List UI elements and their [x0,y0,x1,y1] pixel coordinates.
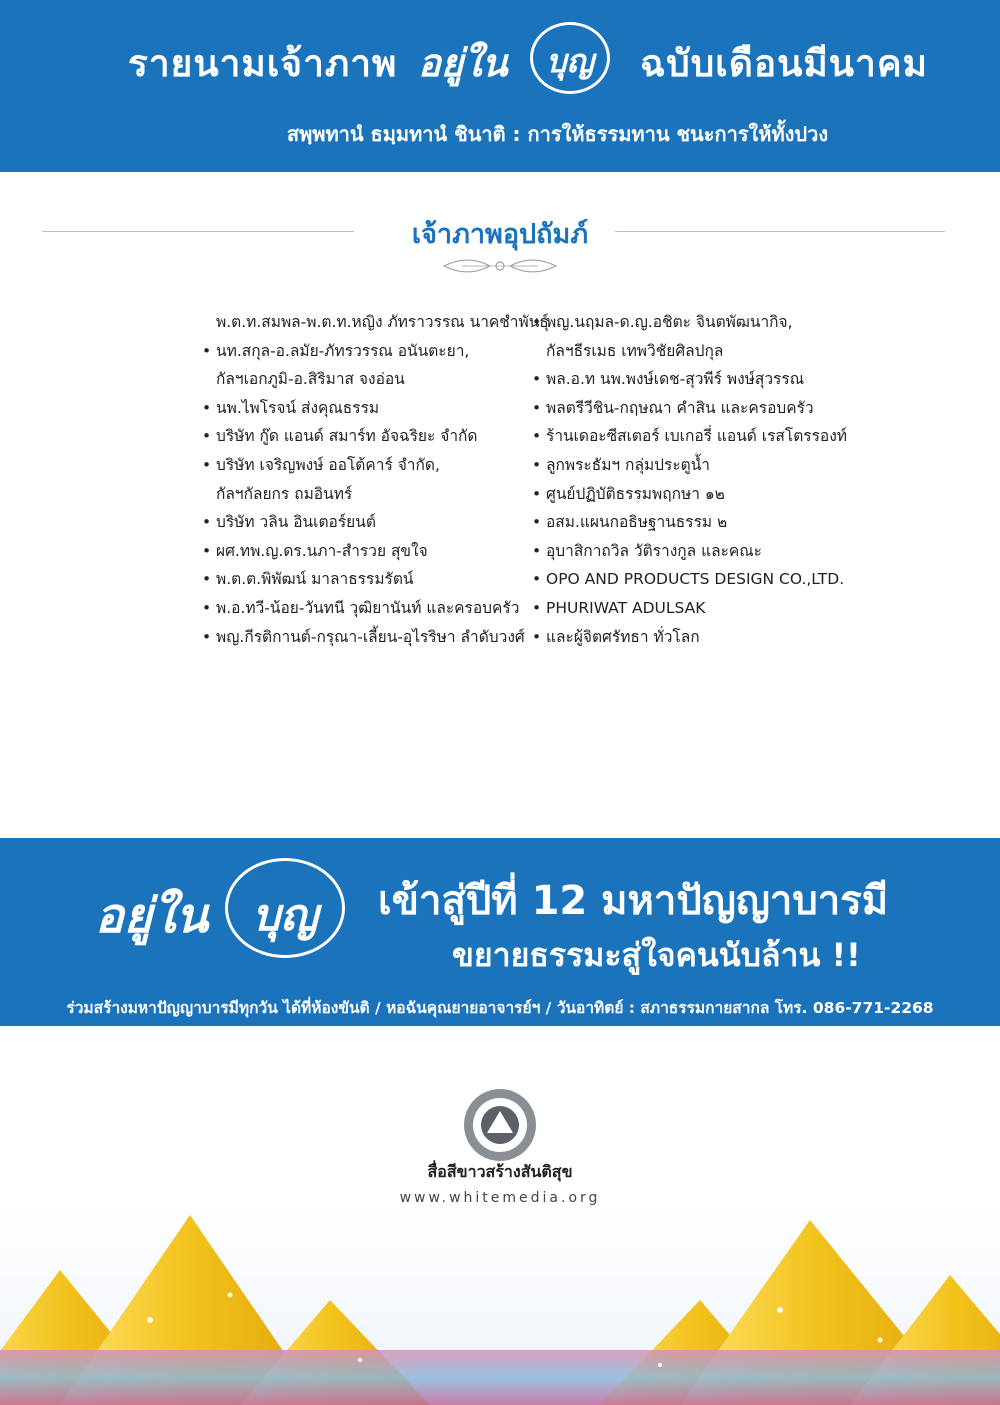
list-item: กัลฯกัลยกร ถมอินทร์ [216,484,353,503]
list-item: • ร้านเดอะซีสเตอร์ เบเกอรี่ แอนด์ เรสโตรรองท์ [530,422,860,451]
list-item: • บริษัท วลิน อินเตอร์ยนต์ [200,508,540,537]
header-title-right: ฉบับเดือนมีนาคม [640,42,928,85]
sponsor-list-right [530,308,860,651]
association-seal-icon [447,1087,553,1163]
list-item: • พล.อ.ท นพ.พงษ์เดช-สุวพีร์ พงษ์สุวรรณ [530,365,860,394]
logo-number: บุญ [546,42,594,80]
promo-logo-number: บุญ [252,890,318,941]
list-item: • บริษัท กู๊ด แอนด์ สมาร์ท อัจฉริยะ จำกัด [200,422,540,451]
list-item: • นพ.ไพโรจน์ ส่งคุณธรรม [200,394,540,423]
magazine-logo [418,22,633,94]
list-item: • พญ.นฤมล-ด.ญ.อชิตะ จินตพัฒนากิจ, [530,308,860,337]
ornament-icon [440,256,560,276]
list-item: พ.ต.ท.สมพล-พ.ต.ท.หญิง ภัทราวรรณ นาคชำพันธุ์ [216,313,549,331]
promo-subheadline: ขยายธรรมะสู่ใจคนนับล้าน !! [452,936,861,974]
section-title: เจ้าภาพอุปถัมภ์ [411,219,589,250]
list-item: • ผศ.ทพ.ญ.ดร.นภา-สำรวย สุขใจ [200,537,540,566]
list-item: • ลูกพระธัมฯ กลุ่มประตูน้ำ [530,451,860,480]
promo-note: ร่วมสร้างมหาปัญญาบารมีทุกวัน ได้ที่ห้องขันติ / หอฉันคุณยายอาจารย์ฯ / วันอาทิตย์ : สภาธรรมกายสากล โทร. 086-771-2268 [66,999,934,1017]
list-item: • พ.ต.ต.พิพัฒน์ มาลาธรรมรัตน์ [200,565,540,594]
promo-logo-text: อยู่ใน [95,888,209,944]
promo-logo [95,858,355,958]
list-item: • พญ.กีรติกานต์-กรุณา-เลี้ยน-อุไรริษา ลำดับวงศ์ [200,623,540,652]
list-item: • อุบาสิกาถวิล วัติรางกูล และคณะ [530,537,860,566]
association-name: สื่อสีขาวสร้างสันติสุข [427,1162,573,1181]
list-item: • นท.สกุล-อ.ลมัย-ภัทรวรรณ อนันตะยา, [200,337,540,366]
header-banner [0,0,1000,172]
list-item: • อสม.แผนกอธิษฐานธรรม ๒ [530,508,860,537]
list-item: • ศูนย์ปฏิบัติธรรมพฤกษา ๑๒ [530,480,860,509]
sponsor-list-left [200,308,549,651]
promo-headline: เข้าสู่ปีที่ 12 มหาปัญญาบารมี [378,878,889,924]
association-url: www.whitemedia.org [399,1190,601,1206]
header-title [0,34,1000,84]
pyramid-scene-image [0,1200,1000,1405]
list-item: • พ.อ.ทวี-น้อย-วันทนี วุฒิยานันท์ และครอบครัว [200,594,540,623]
list-item: กัลฯเอกภูมิ-อ.สิริมาส จงอ่อน [216,370,405,389]
list-item: • OPO AND PRODUCTS DESIGN CO.,LTD. [530,565,860,594]
logo-text: อยู่ใน [418,40,508,85]
header-subtitle: สพฺพทานํ ธมฺมทานํ ชินาติ : การให้ธรรมทาน ชนะการให้ทั้งปวง [286,122,829,146]
list-item: • บริษัท เจริญพงษ์ ออโต้คาร์ จำกัด, [200,451,540,480]
header-title-left: รายนามเจ้าภาพ [128,42,398,85]
list-item: • และผู้จิตศรัทธา ทั่วโลก [530,623,860,652]
list-item: กัลฯธีรเมธ เทพวิชัยศิลปกุล [546,341,724,360]
list-item: • พลตรีวีชิน-กฤษณา คำสิน และครอบครัว [530,394,860,423]
divider-right [615,231,945,232]
list-item: • PHURIWAT ADULSAK [530,594,860,623]
